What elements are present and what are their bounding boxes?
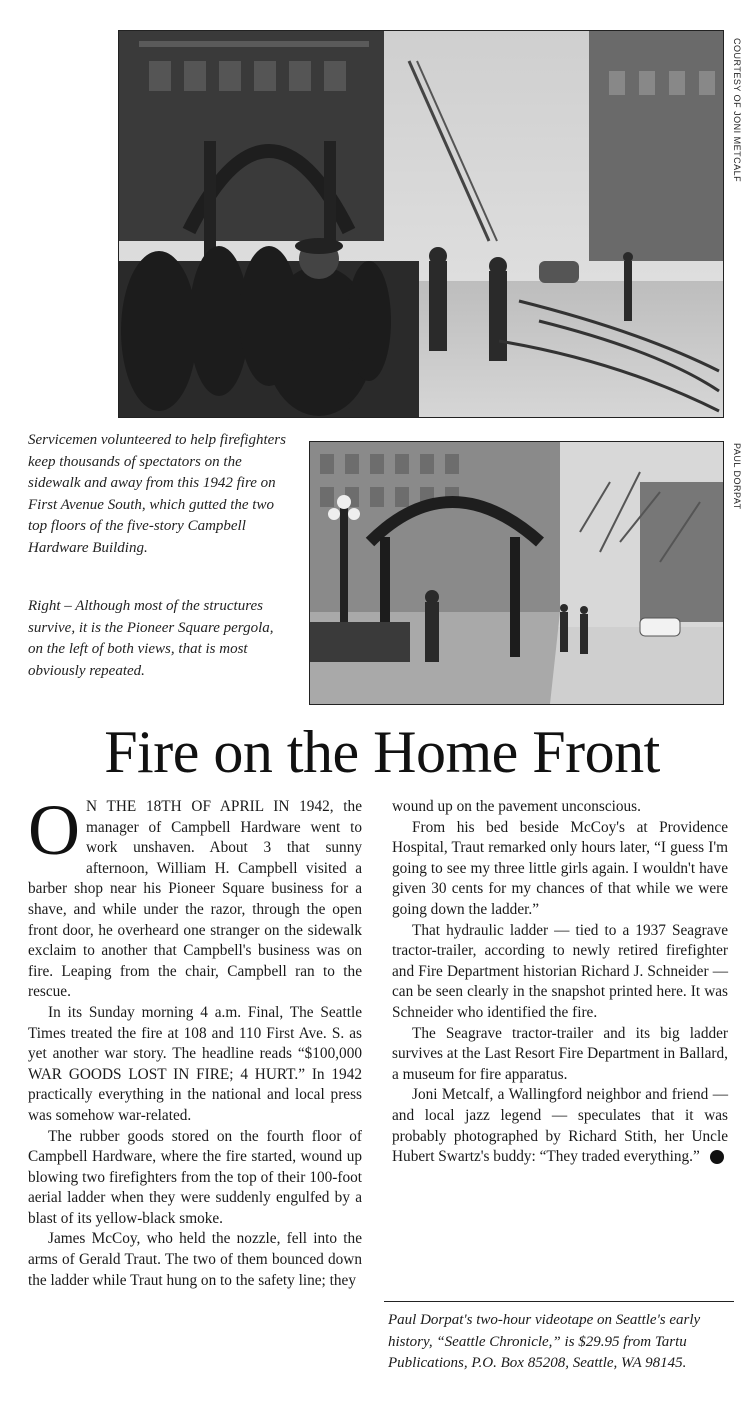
article-paragraph-4-continued: wound up on the pavement unconscious. xyxy=(392,798,641,815)
article-paragraph-8-text: Joni Metcalf, a Wallingford neighbor and friend — and local jazz legend — speculates that it was probably photographed by Richard Stith, her Uncle Hubert Swartz's buddy: “They traded everything.” xyxy=(392,1086,728,1166)
article-paragraph-7: The Seagrave tractor-trailer and its big ladder survives at the Last Resort Fire Department in Ballard, a museum for fire apparatus. xyxy=(392,1024,728,1083)
promo-text: Paul Dorpat's two-hour videotape on Seattle's early history, “Seattle Chronicle,” is $29.95 from Tartu Publications, P.O. Box 85208, Seattle, WA 98145. xyxy=(388,1312,701,1371)
article-paragraph-2: In its Sunday morning 4 a.m. Final, The Seattle Times treated the fire at 108 and 110 First Ave. S. as yet another war story. The headline reads “$100,000 WAR GOODS LOST IN FIRE; 4 HURT.” In 1942 practically everything in the national and local press was somehow war-related. xyxy=(28,1003,362,1124)
article-paragraph-1-text: N THE 18TH OF APRIL IN 1942, the manager of Campbell Hardware went to work unshaven. About 3 that sunny afternoon, William H. Campbell visited a barber shop near his Pioneer Square business for a shave, and while under the razor, through the open front door, he overheard one stranger on the sidewalk exclaim to another that Campbell's business was on fire. Leaping from the chair, Campbell ran to the rescue. xyxy=(28,798,362,1001)
promo-divider xyxy=(384,1301,734,1302)
photo-1942-fire-image xyxy=(119,31,723,417)
end-mark-icon: P xyxy=(710,1150,724,1164)
photo-caption-right: Right – Although most of the structures survive, it is the Pioneer Square pergola, on the left of both views, that is most obviously repeated. xyxy=(28,598,274,679)
photo-1942-fire xyxy=(118,30,724,418)
article-paragraph-6: That hydraulic ladder — tied to a 1937 Seagrave tractor-trailer, according to newly retired firefighter and Fire Department historian Richard J. Schneider — can be seen clearly in the snapshot printed here. It was Schneider who identified the fire. xyxy=(392,921,728,1021)
article-column-right xyxy=(392,797,737,1168)
photo-credit-right: PAUL DORPAT xyxy=(732,443,742,510)
article-headline: Fire on the Home Front xyxy=(104,719,660,785)
photo-pioneer-square-pergola-image xyxy=(310,442,723,704)
article-paragraph-3: The rubber goods stored on the fourth floor of Campbell Hardware, where the fire started, wound up blowing two firefighters from the top of their 100-foot aerial ladder when they were suddenly engulfed by a blast of its yellow-black smoke. xyxy=(28,1127,362,1227)
photo-caption-top: Servicemen volunteered to help firefighters keep thousands of spectators on the sidewalk and away from this 1942 fire on First Avenue South, which gutted the two top floors of the five-story Campbell Hardware Building. xyxy=(28,432,286,556)
photo-pioneer-square-pergola xyxy=(309,441,724,705)
article-paragraph-5: From his bed beside McCoy's at Providence Hospital, Traut remarked only hours later, “I guess I'm going to see my three little girls again. I wouldn't have given 30 cents for my chances of that while we were going down the ladder.” xyxy=(392,818,728,918)
article-paragraph-4: James McCoy, who held the nozzle, fell into the arms of Gerald Traut. The two of them bounced down the ladder while Traut hung on to the safety line; they xyxy=(28,1230,362,1289)
photo-credit-top: COURTESY OF JONI METCALF xyxy=(732,38,742,183)
article-paragraph-1 xyxy=(28,790,362,1003)
article-column-left xyxy=(28,790,362,1291)
article-paragraph-8 xyxy=(392,1085,737,1167)
drop-cap: O xyxy=(28,790,80,870)
